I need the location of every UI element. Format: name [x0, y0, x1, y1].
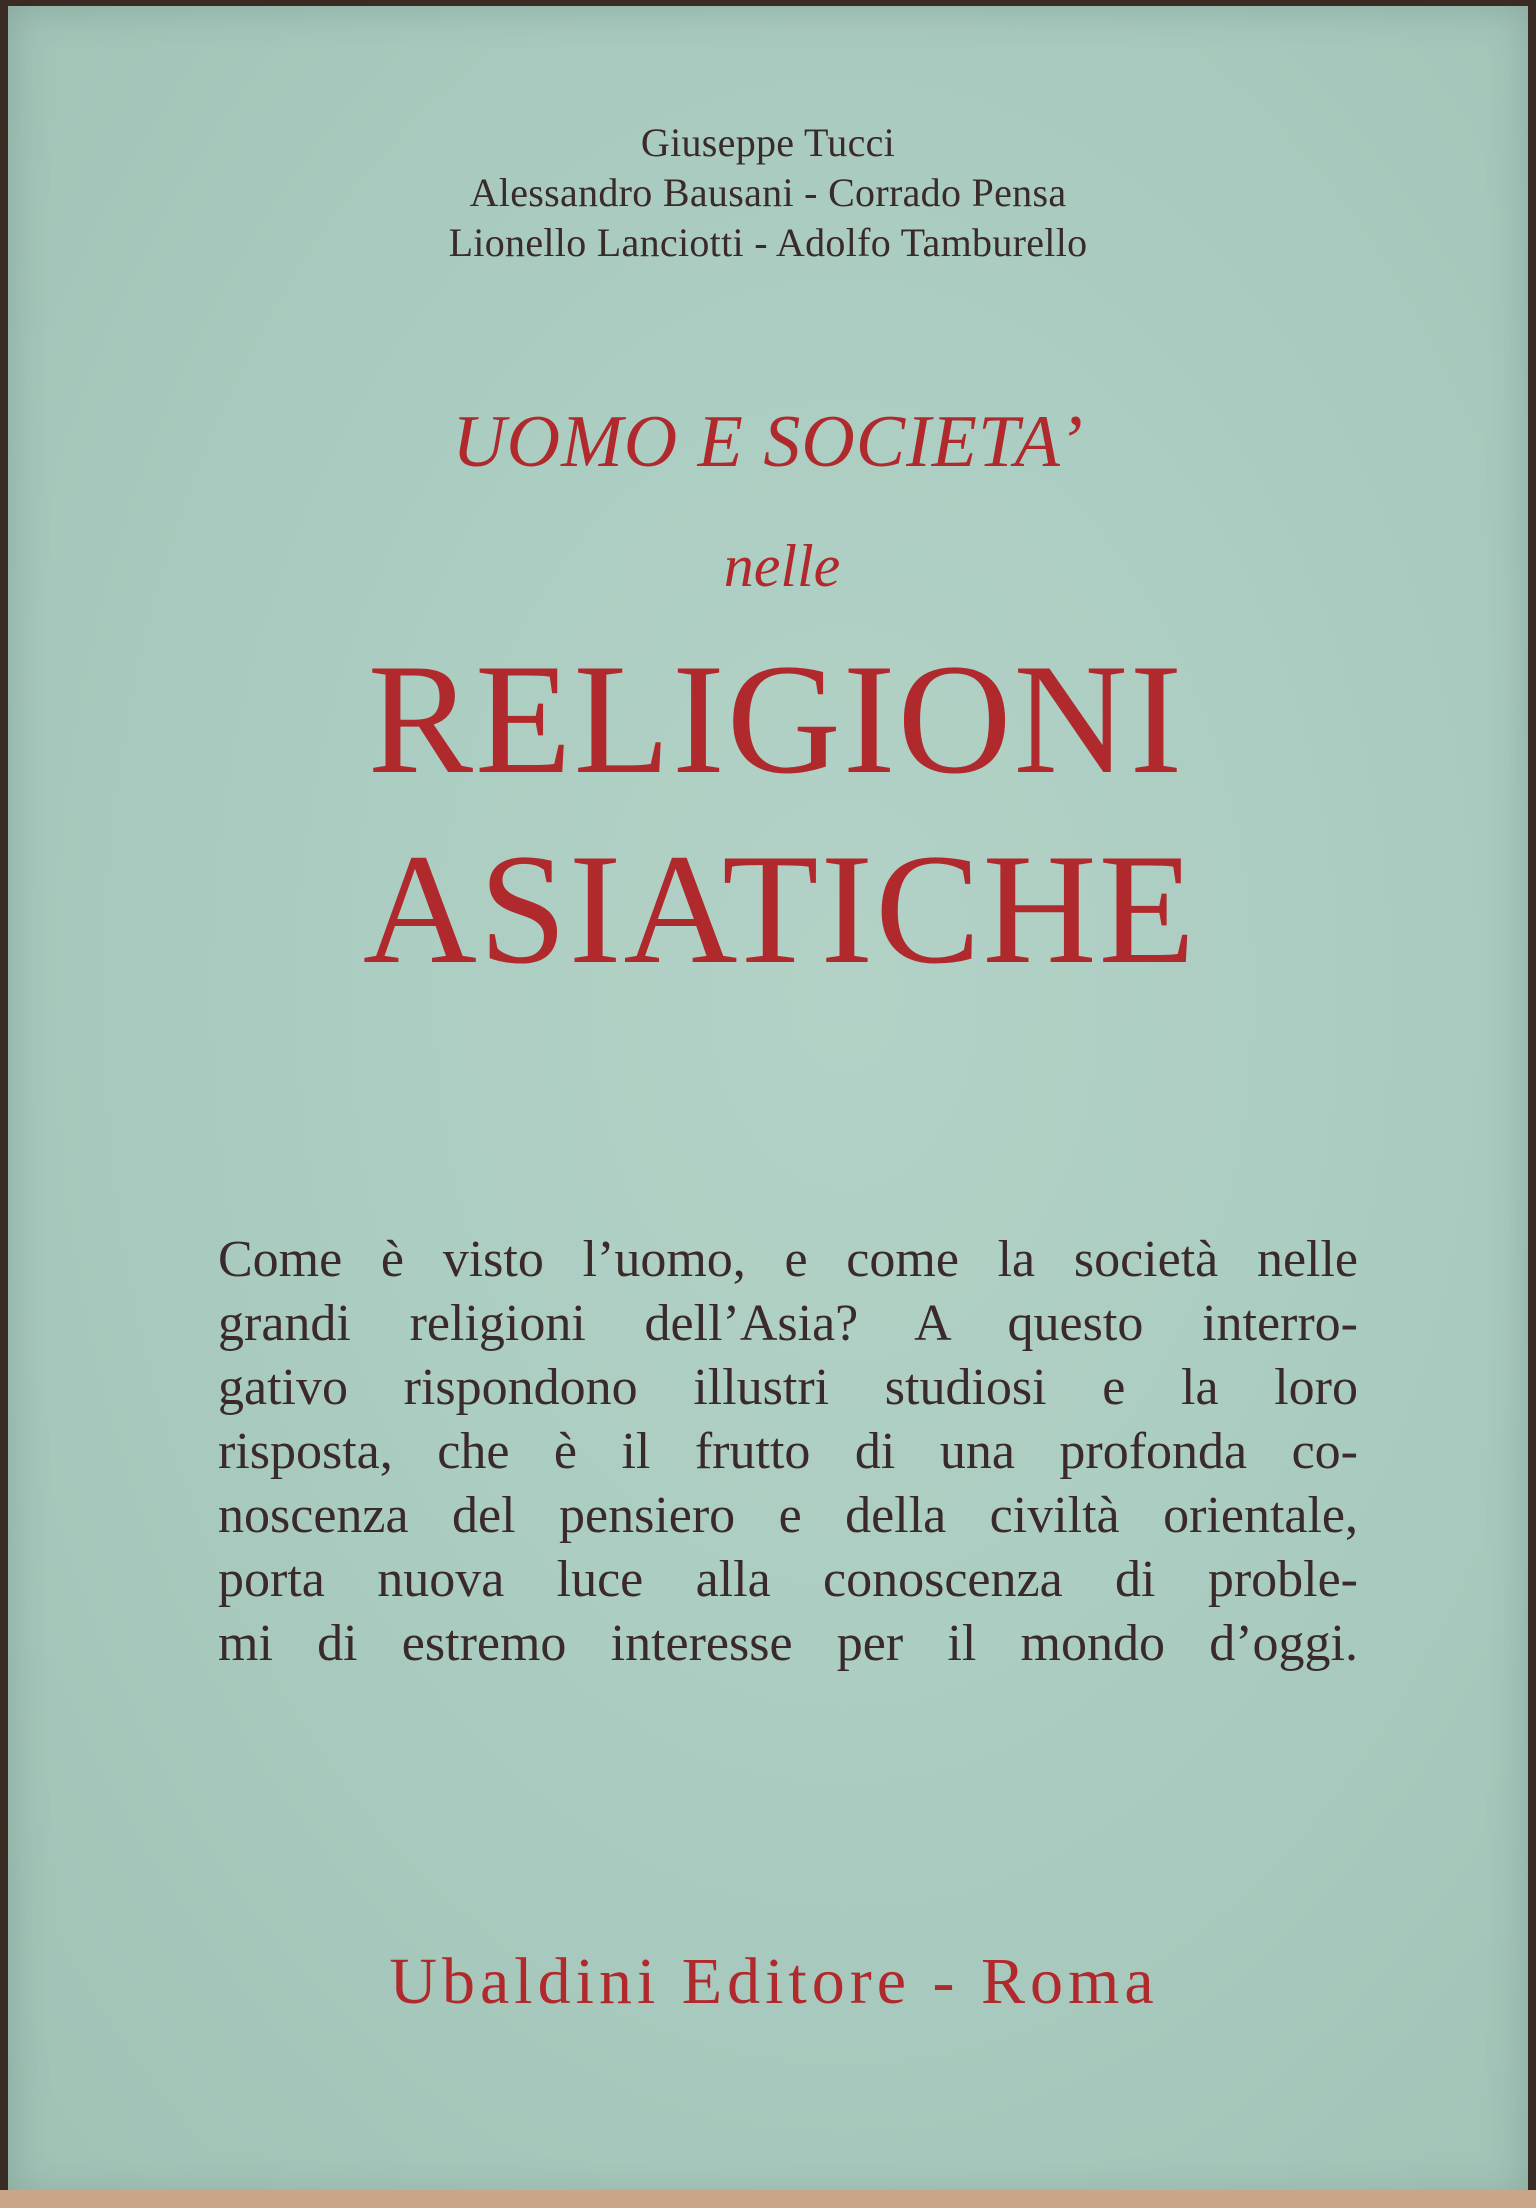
title-line-1: RELIGIONI: [367, 632, 1185, 807]
author-line: Alessandro Bausani - Corrado Pensa: [469, 170, 1067, 215]
blurb-line: grandi religioni dell’Asia? A questo interro-: [218, 1295, 1358, 1352]
blurb-line: Come è visto l’uomo, e come la società nelle: [218, 1231, 1358, 1288]
blurb-line: mi di estremo interesse per il mondo d’oggi.: [218, 1615, 1358, 1672]
blurb-line: porta nuova luce alla conoscenza di proble-: [218, 1551, 1358, 1608]
author-line: Giuseppe Tucci: [640, 120, 896, 165]
author-line: Lionello Lanciotti - Adolfo Tamburello: [448, 220, 1088, 265]
blurb-line: gativo rispondono illustri studiosi e la loro: [218, 1359, 1358, 1416]
subtitle-line-2: nelle: [723, 533, 841, 599]
blurb-line: noscenza del pensiero e della civiltà orientale,: [218, 1487, 1358, 1544]
title-line-2: ASIATICHE: [362, 822, 1198, 997]
blurb-line: risposta, che è il frutto di una profonda co-: [218, 1423, 1358, 1480]
page-edge: [0, 2190, 1536, 2208]
publisher-imprint: Ubaldini Editore - Roma: [389, 1945, 1159, 2018]
cover-blurb: [218, 1228, 1358, 1676]
book-cover: [8, 6, 1528, 2200]
subtitle-line-1: UOMO E SOCIETA’: [452, 401, 1084, 483]
author-list: [0, 118, 1536, 268]
